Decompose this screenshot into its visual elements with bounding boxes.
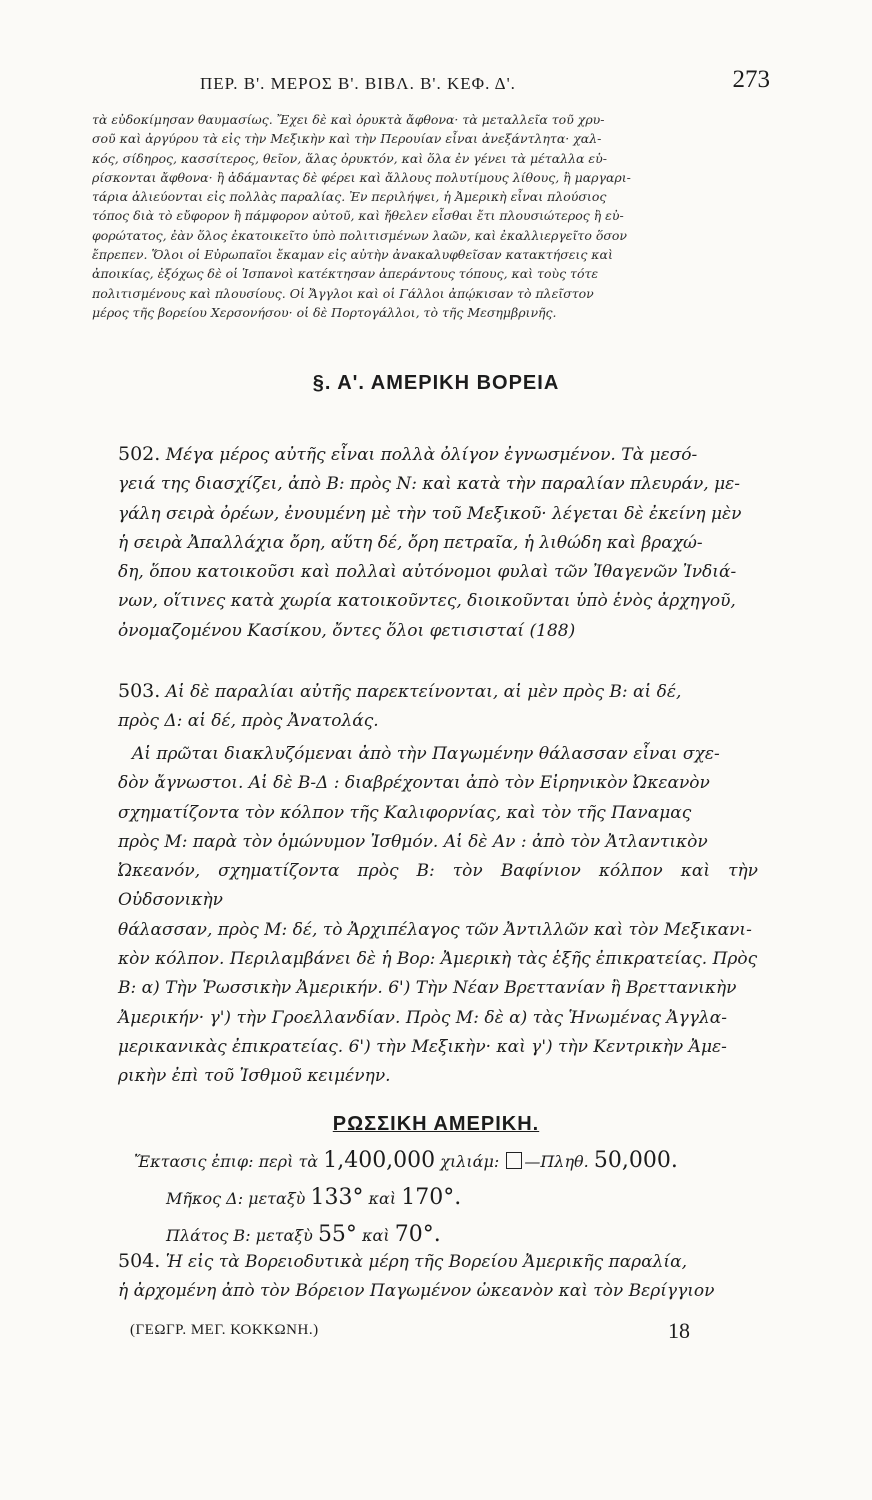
text-line: πρὸς Δ: αἱ δέ, πρὸς Ἀνατολάς. (118, 711, 379, 732)
text-line: πολιτισμένους καὶ πλουσίους. Οἱ Ἄγγλοι καὶ οἱ Γάλλοι ἀπῴκισαν τὸ πλεῖστον (92, 285, 594, 301)
section-heading-russian-america: ΡΩΣΣΙΚΗ ΑΜΕΡΙΚΗ. (332, 1113, 540, 1135)
text-line: θάλασσαν, πρὸς Μ: δέ, τὸ Ἀρχιπέλαγος τῶν Ἀντιλλῶν καὶ τὸν Μεξικανι- (118, 919, 752, 940)
text-line: μέρος τῆς βορείου Χερσονήσου· οἱ δὲ Πορτογάλλοι, τὸ τῆς Μεσημβρινῆς. (92, 304, 557, 320)
longitude-row: Μῆκος Δ: μεταξὺ 133° καὶ 170°. (166, 1185, 462, 1210)
page-number: 273 (732, 66, 770, 93)
paragraph-502 (118, 440, 758, 646)
text-line: ὀνομαζομένου Κασίκου, ὄντες ὅλοι φετισισταί (188) (118, 620, 576, 641)
square-symbol-icon (506, 1152, 522, 1169)
text-line: σοῦ καὶ ἀργύρου τὰ εἰς τὴν Μεξικὴν καὶ τὴν Περουίαν εἶναι ἀνεξάντλητα· χαλ- (92, 131, 602, 147)
text-line: ἡ σειρὰ Ἀπαλλάχια ὄρη, αὕτη δέ, ὄρη πετραῖα, ἡ λιθώδη καὶ βραχώ- (118, 532, 703, 553)
text-line: μερικανικὰς ἐπικρατείας. 6') τὴν Μεξικὴν· καὶ γ') τὴν Κεντρικὴν Ἀμε- (118, 1036, 727, 1057)
running-title: ΠΕΡ. Β'. ΜΕΡΟΣ Β'. ΒΙΒΛ. Β'. ΚΕΦ. Δ'. (200, 74, 516, 93)
text-line: τάρια ἁλιεύονται εἰς πολλὰς παραλίας. Ἐν περιλήψει, ἡ Ἀμερικὴ εἶναι πλούσιος (92, 189, 607, 205)
text-line: ρικὴν ἐπὶ τοῦ Ἰσθμοῦ κειμένην. (118, 1066, 391, 1087)
text-line: ἡ ἀρχομένη ἀπὸ τὸν Βόρειον Παγωμένον ὠκεανὸν καὶ τὸν Βερίγγιον (118, 1281, 715, 1302)
population-value: 50,000. (593, 1148, 678, 1173)
paragraph-number: 504. (118, 1250, 161, 1272)
text-line: Ὠκεανόν, σχηματίζοντα πρὸς Β: τὸν Βαφίνιον κόλπον καὶ τὴν Οὐδσονικὴν (118, 861, 758, 911)
text-line: Αἱ πρῶται διακλυζόμεναι ἀπὸ τὴν Παγωμένην θάλασσαν εἶναι σχε- (132, 744, 720, 764)
paragraph-number: 502. (118, 443, 161, 465)
text-line: νων, οἵτινες κατὰ χωρία κατοικοῦντες, διοικοῦνται ὑπὸ ἑνὸς ἀρχηγοῦ, (118, 591, 736, 612)
text-line: πρὸς Μ: παρὰ τὸν ὁμώνυμον Ἰσθμόν. Αἱ δὲ Αν : ἀπὸ τὸν Ἀτλαντικὸν (118, 831, 708, 852)
text-line: σχηματίζοντα τὸν κόλπον τῆς Καλιφορνίας, καὶ τὸν τῆς Παναμας (118, 802, 692, 823)
area-value: 1,400,000 (323, 1148, 436, 1173)
text-line: 504. Ἡ εἰς τὰ Βορειοδυτικὰ μέρη τῆς Βορείου Ἀμερικῆς παραλία, (118, 1250, 687, 1272)
text-line: 502. Μέγα μέρος αὐτῆς εἶναι πολλὰ ὀλίγον ἐγνωσμένον. Τὰ μεσό- (118, 443, 698, 465)
text-line: κὸν κόλπον. Περιλαμβάνει δὲ ἡ Βορ: Ἀμερικὴ τὰς ἑξῆς ἐπικρατείας. Πρὸς (118, 949, 758, 970)
text-line: δὸν ἄγνωστοι. Αἱ δὲ Β-Δ : διαβρέχονται ἀπὸ τὸν Εἰρηνικὸν Ὠκεανὸν (118, 773, 710, 794)
text-line: 503. Αἱ δὲ παραλίαι αὐτῆς παρεκτείνονται, αἱ μὲν πρὸς Β: αἱ δέ, (118, 680, 682, 702)
text-line: γάλη σειρὰ ὀρέων, ἐνουμένη μὲ τὴν τοῦ Μεξικοῦ· λέγεται δὲ ἐκείνη μὲν (118, 503, 742, 524)
intro-paragraph (92, 110, 772, 322)
text-line: δη, ὅπου κατοικοῦσι καὶ πολλαὶ αὐτόνομοι φυλαὶ τῶν Ἰθαγενῶν Ἰνδιά- (118, 562, 737, 583)
text-line: τὰ εὐδοκίμησαν θαυμασίως. Ἔχει δὲ καὶ ὀρυκτὰ ἄφθονα· τὰ μεταλλεῖα τοῦ χρυ- (92, 112, 605, 127)
paragraph-504 (118, 1247, 758, 1307)
text-line: ἀποικίας, ἐξόχως δὲ οἱ Ἱσπανοὶ κατέκτησαν ἀπεράντους τόπους, καὶ τοὺς τότε (92, 266, 599, 282)
text-line: φορώτατος, ἐὰν ὅλος ἐκατοικεῖτο ὑπὸ πολιτισμένων λαῶν, καὶ ἐκαλλιεργεῖτο ὅσον (92, 227, 628, 243)
area-population-row: Ἔκτασις ἐπιφ: περὶ τὰ 1,400,000 χιλιάμ: —Πληθ. 50,000. (134, 1148, 678, 1173)
text-line: Ἀμερικήν· γ') τὴν Γροελλανδίαν. Πρὸς Μ: δὲ α) τὰς Ἡνωμένας Ἀγγλα- (118, 1007, 727, 1028)
text-line: ἔπρεπεν. Ὅλοι οἱ Εὐρωπαῖοι ἔκαμαν εἰς αὐτὴν ἀνακαλυφθεῖσαν κατακτήσεις καὶ (92, 247, 613, 263)
printer-signature: (ΓΕΩΓΡ. ΜΕΓ. ΚΟΚΚΩΝΗ.) (130, 1322, 319, 1338)
section-heading-north-america: §. Α'. ΑΜΕΡΙΚΗ ΒΟΡΕΙΑ (312, 372, 560, 394)
text-line: Β: α) Τὴν Ῥωσσικὴν Ἀμερικήν. 6') Τὴν Νέαν Βρεττανίαν ἢ Βρεττανικὴν (118, 978, 737, 999)
text-line: γειά της διασχίζει, ἀπὸ Β: πρὸς Ν: καὶ κατὰ τὴν παραλίαν πλευράν, με- (118, 474, 741, 495)
sheet-number: 18 (668, 1318, 690, 1343)
page-header (120, 66, 770, 106)
latitude-row: Πλάτος Β: μεταξὺ 55° καὶ 70°. (166, 1222, 441, 1247)
paragraph-503 (118, 677, 758, 737)
text-line: κός, σίδηρος, κασσίτερος, θεῖον, ἅλας ὀρυκτόν, καὶ ὅλα ἐν γένει τὰ μέταλλα εὑ- (92, 150, 607, 166)
text-line: ρίσκονται ἄφθονα· ἢ ἀδάμαντας δὲ φέρει καὶ ἄλλους πολυτίμους λίθους, ἢ μαργαρι- (92, 169, 631, 185)
statistics-block (134, 1143, 774, 1254)
paragraph-number: 503. (118, 680, 161, 702)
text-line: τόπος διὰ τὸ εὔφορον ἢ πάμφορον αὐτοῦ, καὶ ἤθελεν εἶσθαι ἔτι πλουσιώτερος ἢ εὐ- (92, 208, 624, 224)
paragraph-503-continued (118, 740, 758, 1092)
